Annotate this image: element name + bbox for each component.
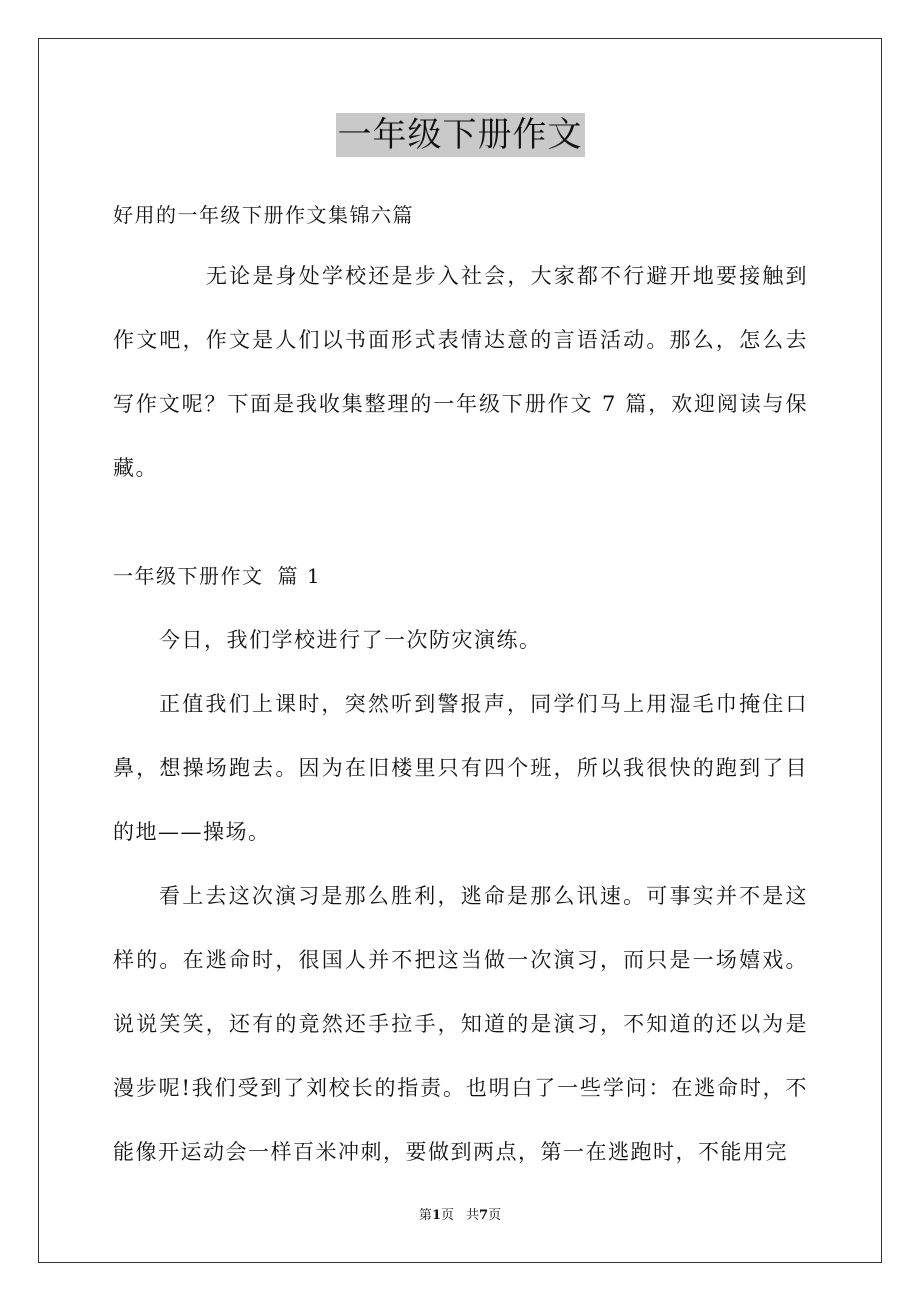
footer-total-suffix: 页 <box>488 1208 502 1223</box>
footer-page-total: 7 <box>479 1208 489 1223</box>
body-paragraph-1: 今日，我们学校进行了一次防灾演练。 <box>159 628 542 652</box>
section-heading-text: 一年级下册作文 <box>113 564 264 588</box>
document-title: 一年级下册作文 <box>337 115 583 155</box>
section-number: 篇 1 <box>277 564 322 588</box>
footer-page-mid: 页 <box>440 1208 454 1223</box>
footer-page-prefix: 第 <box>418 1208 432 1223</box>
page-footer <box>0 1206 920 1226</box>
section-body <box>113 608 808 1184</box>
body-paragraph-3: 看上去这次演习是那么胜利，逃命是那么讯速。可事实并不是这样的。在逃命时，很国人并不把这当做一次演习，而只是一场嬉戏。说说笑笑，还有的竟然还手拉手，知道的是演习，不知道的还以为是漫步呢!我们受到了刘校长的指责。也明白了一些学问：在逃命时，不能像开运动会一样百米冲刺，要做到两点，第一在逃跑时，不能用完 <box>113 884 808 1164</box>
intro-paragraph: 无论是身处学校还是步入社会，大家都不行避开地要接触到作文吧，作文是人们以书面形式表情达意的言语活动。那么，怎么去写作文呢？下面是我收集整理的一年级下册作文 7 篇，欢迎阅读与保藏。 <box>113 264 808 480</box>
document-subtitle: 好用的一年级下册作文集锦六篇 <box>113 203 414 227</box>
footer-total-prefix: 共 <box>466 1208 480 1223</box>
section-heading <box>113 560 321 592</box>
title-container <box>0 113 920 157</box>
footer-page-current: 1 <box>431 1208 441 1223</box>
body-paragraph-2: 正值我们上课时，突然听到警报声，同学们马上用湿毛巾掩住口鼻，想操场跑去。因为在旧楼里只有四个班，所以我很快的跑到了目的地——操场。 <box>113 692 808 844</box>
